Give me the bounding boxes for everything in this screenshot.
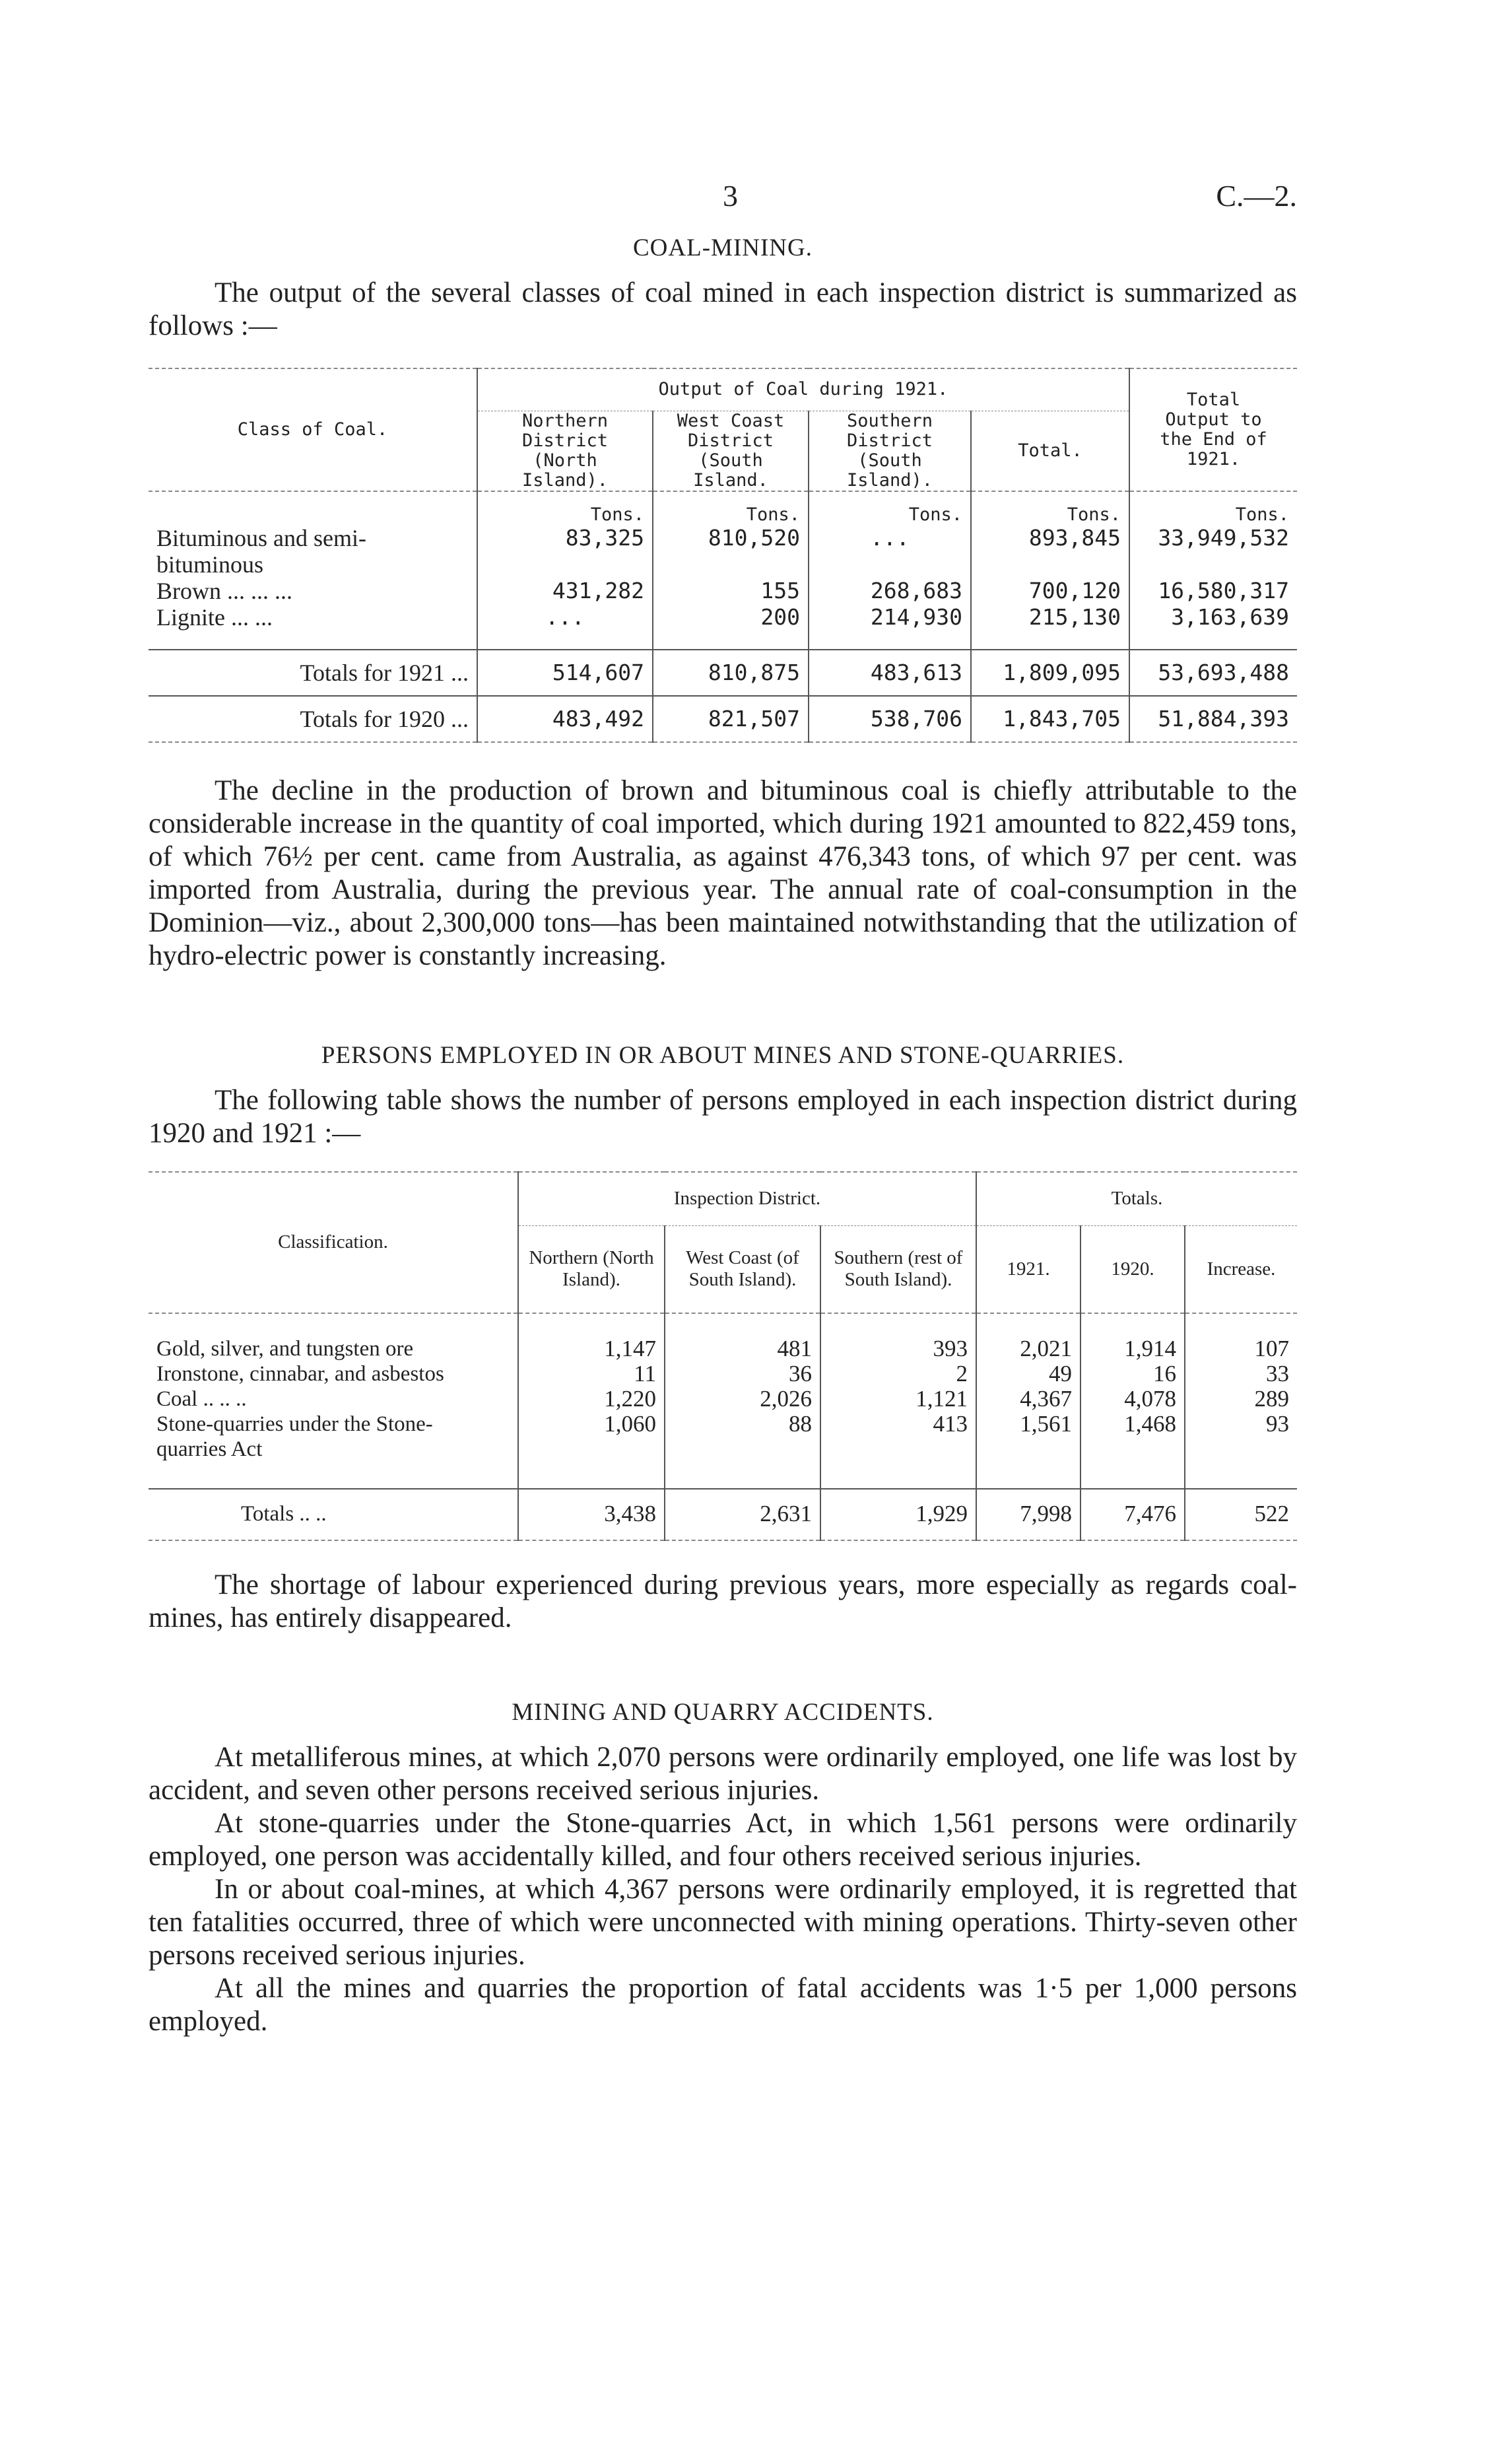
- persons-employed-title: PERSONS EMPLOYED IN OR ABOUT MINES AND STONE-QUARRIES.: [321, 1041, 1125, 1069]
- southern-district-header: Southern District (South Island).: [809, 411, 971, 491]
- table-row: [149, 1386, 1297, 1412]
- cell: 1,060: [518, 1412, 665, 1489]
- cell: 215,130: [971, 604, 1129, 650]
- unit-label: Tons.: [477, 491, 653, 525]
- labour-shortage-paragraph: The shortage of labour experienced during previous years, more especially as regards coal-mines, has entirely disappeared.: [149, 1569, 1297, 1633]
- cell: 1,147: [518, 1313, 665, 1361]
- total-output-header: Total Output to the End of 1921.: [1129, 368, 1297, 491]
- cell: 2,021: [976, 1313, 1081, 1361]
- unit-label: Tons.: [653, 491, 809, 525]
- class-of-coal-header: Class of Coal.: [237, 419, 388, 440]
- cell: 700,120: [971, 578, 1129, 604]
- cell: 83,325: [477, 525, 653, 578]
- cell: 11: [518, 1361, 665, 1386]
- cell: 1,561: [976, 1412, 1081, 1489]
- table-row: [149, 1361, 1297, 1386]
- row-label: Lignite ... ...: [156, 603, 273, 631]
- row-label: Bituminous and semi-bituminous: [156, 524, 366, 578]
- row-label: Brown ... ... ...: [156, 577, 292, 604]
- cell: 2: [820, 1361, 976, 1386]
- unit-label: Tons.: [1129, 491, 1297, 525]
- table-row: [149, 578, 1297, 604]
- cell: 483,492: [477, 696, 653, 742]
- cell: 538,706: [809, 696, 971, 742]
- coal-mining-title: COAL-MINING.: [633, 234, 813, 261]
- table-row: [149, 604, 1297, 650]
- cell: 7,476: [1081, 1489, 1185, 1540]
- persons-employed-table: [149, 1171, 1297, 1541]
- unit-label: Tons.: [809, 491, 971, 525]
- cell: 893,845: [971, 525, 1129, 578]
- cell: 1,929: [820, 1489, 976, 1540]
- row-label: Ironstone, cinnabar, and asbestos: [156, 1361, 444, 1386]
- cell: 33,949,532: [1129, 525, 1297, 578]
- cell: 1,843,705: [971, 696, 1129, 742]
- row-label: Stone-quarries under the Stone-quarries Act: [156, 1412, 433, 1461]
- cell: 2,026: [665, 1386, 820, 1412]
- table-row: [149, 1313, 1297, 1361]
- year-1921-header: 1921.: [976, 1226, 1081, 1313]
- cell: 155: [653, 578, 809, 604]
- cell: 16,580,317: [1129, 578, 1297, 604]
- page-header: [149, 178, 1297, 224]
- row-label: Totals .. ..: [149, 1489, 518, 1540]
- classification-header: Classification.: [278, 1231, 388, 1252]
- unit-label: Tons.: [971, 491, 1129, 525]
- cell: 4,078: [1081, 1386, 1185, 1412]
- row-label: Gold, silver, and tungsten ore: [156, 1336, 414, 1361]
- document-page: [149, 178, 1297, 2038]
- cell: 16: [1081, 1361, 1185, 1386]
- southern-header: Southern (rest of South Island).: [820, 1226, 976, 1313]
- page-number: 3: [723, 179, 738, 213]
- cell: 36: [665, 1361, 820, 1386]
- cell: 821,507: [653, 696, 809, 742]
- west-coast-district-header: West Coast District (South Island.: [653, 411, 809, 491]
- cell: 88: [665, 1412, 820, 1489]
- cell: 3,163,639: [1129, 604, 1297, 650]
- cell: 214,930: [809, 604, 971, 650]
- cell: 481: [665, 1313, 820, 1361]
- northern-header: Northern (North Island).: [518, 1226, 665, 1313]
- output-group-header: Output of Coal during 1921.: [477, 368, 1129, 411]
- inspection-district-header: Inspection District.: [518, 1172, 976, 1226]
- row-label: Totals for 1920 ...: [149, 696, 477, 742]
- totals-1920-row: [149, 696, 1297, 742]
- cell: 810,520: [653, 525, 809, 578]
- cell: 200: [653, 604, 809, 650]
- cell: 49: [976, 1361, 1081, 1386]
- accidents-title: MINING AND QUARRY ACCIDENTS.: [512, 1698, 934, 1726]
- cell: 810,875: [653, 650, 809, 696]
- cell: 522: [1185, 1489, 1297, 1540]
- total-header: Total.: [971, 411, 1129, 491]
- persons-intro: The following table shows the number of persons employed in each inspection district during 1920 and 1921 :—: [149, 1084, 1297, 1149]
- persons-totals-row: [149, 1489, 1297, 1540]
- cell: 1,809,095: [971, 650, 1129, 696]
- cell: 51,884,393: [1129, 696, 1297, 742]
- table-row: [149, 1412, 1297, 1489]
- cell: 2,631: [665, 1489, 820, 1540]
- cell: 53,693,488: [1129, 650, 1297, 696]
- cell: ...: [477, 604, 653, 650]
- accidents-paragraph-metalliferous: At metalliferous mines, at which 2,070 persons were ordinarily employed, one life was lost by accident, and seven other persons received serious injuries.: [149, 1741, 1297, 1806]
- cell: 107: [1185, 1313, 1297, 1361]
- accidents-paragraph-proportion: At all the mines and quarries the proportion of fatal accidents was 1·5 per 1,000 persons employed.: [149, 1972, 1297, 2037]
- row-label: Coal .. .. ..: [156, 1386, 247, 1411]
- cell: 431,282: [477, 578, 653, 604]
- cell: 4,367: [976, 1386, 1081, 1412]
- cell: 514,607: [477, 650, 653, 696]
- document-reference: C.—2.: [1216, 179, 1297, 213]
- table-row: [149, 525, 1297, 578]
- cell: 3,438: [518, 1489, 665, 1540]
- cell: 483,613: [809, 650, 971, 696]
- cell: 7,998: [976, 1489, 1081, 1540]
- year-1920-header: 1920.: [1081, 1226, 1185, 1313]
- coal-output-table: [149, 368, 1297, 743]
- west-coast-header: West Coast (of South Island).: [665, 1226, 820, 1313]
- accidents-paragraph-stone-quarries: At stone-quarries under the Stone-quarries Act, in which 1,561 persons were ordinarily employed, one person was accidentally killed, and four others received serious injuries.: [149, 1807, 1297, 1872]
- increase-header: Increase.: [1185, 1226, 1297, 1313]
- totals-group-header: Totals.: [976, 1172, 1297, 1226]
- totals-1921-row: [149, 650, 1297, 696]
- coal-decline-paragraph: The decline in the production of brown and bituminous coal is chiefly attributable to the considerable increase in the quantity of coal imported, which during 1921 amounted to 822,459 tons, of which 76½ per cent. came from Australia, as against 476,343 tons, of which 97 per cent. was imported from Australia, during the previous year. The annual rate of coal-consumption in the Dominion—viz., about 2,300,000 tons—has been maintained notwithstanding that the utilization of hydro-electric power is constantly increasing.: [149, 774, 1297, 971]
- cell: 33: [1185, 1361, 1297, 1386]
- coal-mining-intro: The output of the several classes of coal mined in each inspection district is summarized as follows :—: [149, 277, 1297, 341]
- cell: 1,121: [820, 1386, 976, 1412]
- cell: 1,468: [1081, 1412, 1185, 1489]
- accidents-paragraph-coal-mines: In or about coal-mines, at which 4,367 persons were ordinarily employed, it is regretted that ten fatalities occurred, three of which were unconnected with mining operations. Thirty-seven other persons received serious injuries.: [149, 1873, 1297, 1971]
- cell: 1,914: [1081, 1313, 1185, 1361]
- cell: 1,220: [518, 1386, 665, 1412]
- cell: 413: [820, 1412, 976, 1489]
- row-label: Totals for 1921 ...: [149, 650, 477, 696]
- cell: 393: [820, 1313, 976, 1361]
- cell: ...: [809, 525, 971, 578]
- northern-district-header: Northern District (North Island).: [477, 411, 653, 491]
- cell: 93: [1185, 1412, 1297, 1489]
- cell: 289: [1185, 1386, 1297, 1412]
- cell: 268,683: [809, 578, 971, 604]
